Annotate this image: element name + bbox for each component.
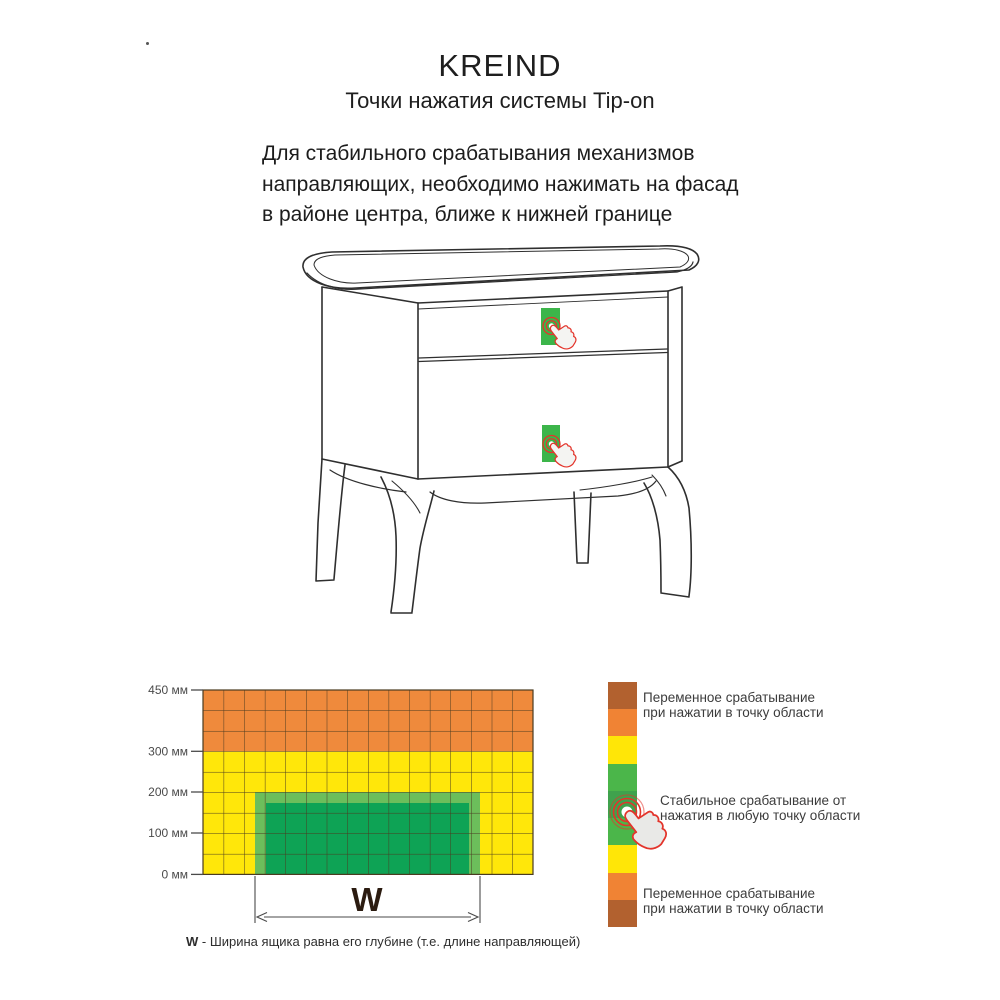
legend-label-line: при нажатии в точку области [643,705,824,721]
instruction-line: в районе центра, ближе к нижней границе [262,203,673,226]
instruction-line: Для стабильного срабатывания механизмов [262,142,695,165]
right-sliver [668,287,682,467]
stray-mark-dot [146,42,149,45]
width-label: W [351,881,383,918]
y-tick-0: 0 мм [161,867,188,882]
caption-text: - Ширина ящика равна его глубине (т.е. длине направляющей) [198,934,581,949]
instruction-paragraph [262,139,762,231]
legend-segment-brown-bottom [608,900,637,927]
body-front-top [418,291,668,303]
caption-w: W [186,934,199,949]
legend-label-bottom [643,886,824,916]
body-front-bottom [418,467,668,479]
leg-front-left-knee [392,481,420,513]
y-tick-450: 450 мм [148,683,188,697]
y-tick-100: 100 мм [148,826,188,840]
body-side-bottom [322,459,418,479]
legend-label-line: нажатия в любую точку области [660,808,861,824]
instruction-line: направляющих, необходимо нажимать на фасад [262,172,739,196]
press-zone-chart [140,680,570,935]
drawer-divider [419,349,667,362]
legend-segment-orange-bottom [608,873,637,900]
legend-label-middle [660,793,860,823]
rear-rail [580,477,652,490]
zone-grid [203,690,533,874]
nightstand-illustration [240,240,760,650]
y-tick-200: 200 мм [148,785,188,799]
y-tick-300: 300 мм [148,744,188,759]
legend-label-line: Переменное срабатывание [643,690,816,705]
legend-segment-orange-top [608,709,637,736]
legend-segment-brown-top [608,682,637,709]
body-side-top [322,287,418,303]
chart-caption [186,934,580,949]
legend-label-top [643,690,824,720]
legend-label-line: Переменное срабатывание [643,886,816,901]
page-subtitle: Точки нажатия системы Tip-on [345,88,655,113]
leg-back-right [574,492,591,563]
side-rail [330,470,406,492]
legend-segment-yellow-top [608,736,637,763]
brand-title: KREIND [438,48,562,83]
legend-label-line: Стабильное срабатывание от [660,793,847,808]
carcass-top-gap [418,297,668,309]
legend-label-line: при нажатии в точку области [643,901,824,917]
leg-front-right-knee [652,475,666,496]
body-right-bottom [668,461,682,467]
leg-front-left [381,477,434,613]
leg-back-left [316,459,345,581]
